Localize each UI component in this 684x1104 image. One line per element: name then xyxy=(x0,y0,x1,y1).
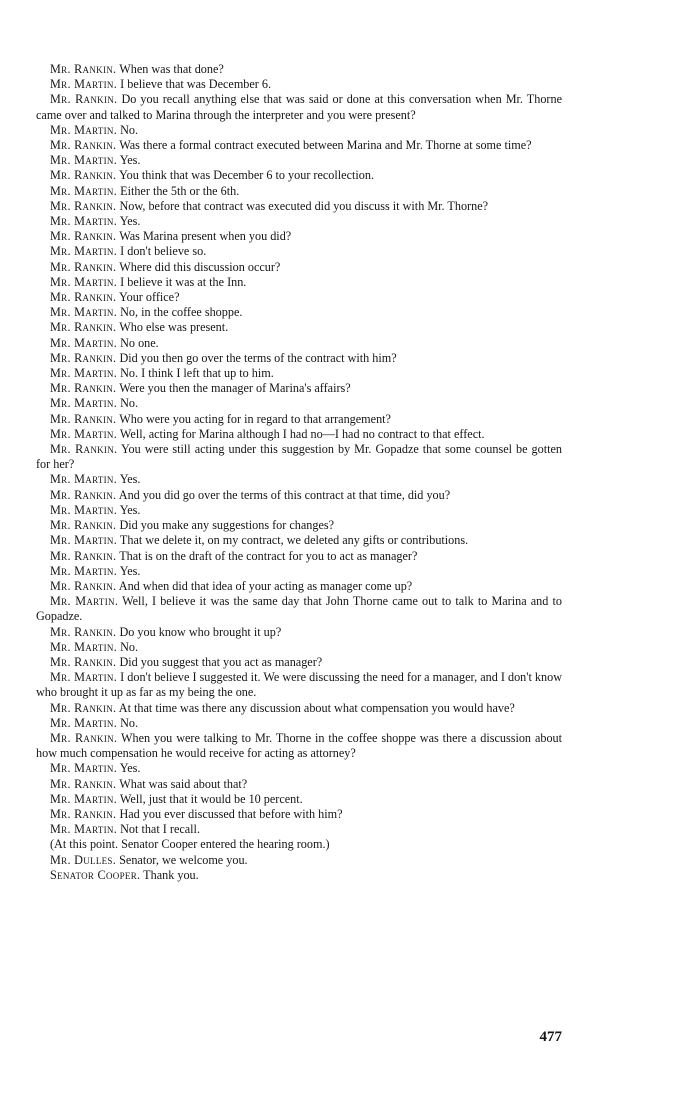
transcript-paragraph xyxy=(36,625,562,640)
utterance-text: I believe that was December 6. xyxy=(120,77,272,92)
transcript-paragraph xyxy=(36,701,562,716)
utterance-text: Yes. xyxy=(119,761,141,776)
transcript-paragraph xyxy=(36,336,562,351)
utterance-text: Where did this discussion occur? xyxy=(119,259,281,274)
transcript-paragraph xyxy=(36,244,562,259)
speaker-name: Mr. Martin. xyxy=(50,502,118,517)
utterance-text: And when did that idea of your acting as manager come up? xyxy=(118,578,413,593)
speaker-name: Mr. Martin. xyxy=(50,761,118,776)
utterance-text: When was that done? xyxy=(119,62,224,76)
speaker-name: Mr. Martin. xyxy=(50,214,118,229)
speaker-name: Mr. Martin. xyxy=(50,639,118,654)
speaker-name: Mr. Martin. xyxy=(50,822,118,837)
utterance-text: Do you know who brought it up? xyxy=(119,624,282,639)
transcript-paragraph xyxy=(36,153,562,168)
speaker-name: Mr. Martin. xyxy=(50,122,118,137)
transcript-paragraph xyxy=(36,320,562,335)
speaker-name: Mr. Martin. xyxy=(50,594,119,609)
speaker-name: Mr. Martin. xyxy=(50,670,118,685)
utterance-text: You were still acting under this suggestion by Mr. Gopadze that some counsel be gotten for her? xyxy=(36,442,562,472)
utterance-text: No one. xyxy=(120,335,159,350)
speaker-name: Mr. Martin. xyxy=(50,335,118,350)
speaker-name: Mr. Martin. xyxy=(50,791,118,806)
transcript-paragraph xyxy=(36,579,562,594)
transcript-paragraph xyxy=(36,442,562,472)
utterance-text: Was there a formal contract executed between Marina and Mr. Thorne at some time? xyxy=(119,138,532,153)
utterance-text: Who were you acting for in regard to that arrangement? xyxy=(119,411,391,426)
speaker-name: Mr. Rankin. xyxy=(50,259,117,274)
speaker-name: Mr. Rankin. xyxy=(50,578,117,593)
utterance-text: That we delete it, on my contract, we deleted any gifts or contributions. xyxy=(119,533,469,548)
transcript-paragraph xyxy=(36,731,562,761)
transcript-paragraph xyxy=(36,229,562,244)
utterance-text: No. xyxy=(120,396,139,411)
speaker-name: Mr. Martin. xyxy=(50,472,118,487)
speaker-name: Mr. Rankin. xyxy=(50,806,117,821)
utterance-text: Well, just that it would be 10 percent. xyxy=(119,791,303,806)
transcript-paragraph xyxy=(36,655,562,670)
transcript-paragraph xyxy=(36,62,562,77)
speaker-name: Mr. Dulles. xyxy=(50,852,117,867)
transcript-paragraph xyxy=(36,366,562,381)
utterance-text: Yes. xyxy=(119,153,141,168)
utterance-text: Yes. xyxy=(119,214,141,229)
transcript-paragraph xyxy=(36,305,562,320)
transcript-paragraph xyxy=(36,564,562,579)
transcript-paragraph xyxy=(36,837,562,852)
utterance-text: No. xyxy=(120,715,139,730)
speaker-name: Mr. Rankin. xyxy=(50,487,117,502)
utterance-text: When you were talking to Mr. Thorne in the coffee shoppe was there a discussion about how much compensation he would receive for acting as attorney? xyxy=(36,730,563,761)
transcript-paragraph xyxy=(36,275,562,290)
transcript-paragraph xyxy=(36,260,562,275)
utterance-text: You think that was December 6 to your recollection. xyxy=(119,168,374,183)
transcript-paragraph xyxy=(36,777,562,792)
utterance-text: Your office? xyxy=(119,290,180,305)
utterance-text: Yes. xyxy=(119,502,141,517)
speaker-name: Mr. Martin. xyxy=(50,396,118,411)
speaker-name: Mr. Rankin. xyxy=(50,442,118,457)
utterance-text: What was said about that? xyxy=(119,776,248,791)
utterance-text: And you did go over the terms of this contract at that time, did you? xyxy=(118,487,451,502)
utterance-text: Thank you. xyxy=(143,867,199,882)
speaker-name: Mr. Martin. xyxy=(50,244,118,259)
transcript-paragraph xyxy=(36,138,562,153)
speaker-name: Mr. Rankin. xyxy=(50,411,117,426)
speaker-name: Mr. Martin. xyxy=(50,426,118,441)
transcript-paragraph xyxy=(36,168,562,183)
speaker-name: Mr. Rankin. xyxy=(50,290,117,305)
transcript-paragraph xyxy=(36,427,562,442)
transcript-paragraph xyxy=(36,503,562,518)
speaker-name: Mr. Rankin. xyxy=(50,198,117,213)
utterance-text: Yes. xyxy=(119,563,141,578)
speaker-name: Mr. Rankin. xyxy=(50,730,118,745)
speaker-name: Mr. Rankin. xyxy=(50,62,117,76)
transcript-paragraph xyxy=(36,184,562,199)
speaker-name: Mr. Martin. xyxy=(50,274,118,289)
speaker-name: Mr. Rankin. xyxy=(50,381,117,396)
speaker-name: Mr. Martin. xyxy=(50,563,118,578)
transcript-paragraph xyxy=(36,290,562,305)
transcript-paragraph xyxy=(36,853,562,868)
utterance-text: Did you then go over the terms of the contract with him? xyxy=(119,350,397,365)
utterance-text: I believe it was at the Inn. xyxy=(120,274,247,289)
speaker-name: Mr. Martin. xyxy=(50,183,118,198)
transcript-paragraph xyxy=(36,214,562,229)
utterance-text: (At this point. Senator Cooper entered the hearing room.) xyxy=(50,837,330,852)
utterance-text: Well, I believe it was the same day that John Thorne came out to talk to Marina and to Gopadze. xyxy=(36,594,562,624)
utterance-text: Not that I recall. xyxy=(120,822,200,837)
transcript-paragraph xyxy=(36,488,562,503)
utterance-text: Did you suggest that you act as manager? xyxy=(119,654,323,669)
speaker-name: Mr. Martin. xyxy=(50,715,118,730)
transcript-paragraph xyxy=(36,533,562,548)
utterance-text: I don't believe so. xyxy=(120,244,207,259)
speaker-name: Mr. Rankin. xyxy=(50,92,118,107)
speaker-name: Mr. Rankin. xyxy=(50,624,117,639)
transcript-paragraph xyxy=(36,123,562,138)
transcript-paragraph xyxy=(36,670,562,700)
transcript-paragraph xyxy=(36,716,562,731)
speaker-name: Mr. Martin. xyxy=(50,153,118,168)
utterance-text: That is on the draft of the contract for you to act as manager? xyxy=(119,548,418,563)
utterance-text: Yes. xyxy=(119,472,141,487)
speaker-name: Mr. Rankin. xyxy=(50,654,117,669)
speaker-name: Mr. Rankin. xyxy=(50,776,117,791)
utterance-text: Do you recall anything else that was said or done at this conversation when Mr. Thorne came over and talked to Marina through the interpreter and you were present? xyxy=(36,92,562,122)
speaker-name: Mr. Rankin. xyxy=(50,138,117,153)
transcript-paragraph xyxy=(36,77,562,92)
transcript-paragraph xyxy=(36,594,562,624)
utterance-text: Well, acting for Marina although I had no—I had no contract to that effect. xyxy=(119,426,485,441)
transcript-paragraph xyxy=(36,761,562,776)
page-number: 477 xyxy=(539,1029,562,1045)
utterance-text: Either the 5th or the 6th. xyxy=(120,183,240,198)
utterance-text: No, in the coffee shoppe. xyxy=(120,305,243,320)
transcript-paragraph xyxy=(36,472,562,487)
speaker-name: Mr. Rankin. xyxy=(50,168,117,183)
utterance-text: I don't believe I suggested it. We were discussing the need for a manager, and I don't know who brought it up as far as my being the one. xyxy=(36,670,562,700)
utterance-text: Did you make any suggestions for changes? xyxy=(119,518,335,533)
speaker-name: Mr. Rankin. xyxy=(50,320,117,335)
speaker-name: Mr. Martin. xyxy=(50,533,118,548)
transcript-paragraph xyxy=(36,807,562,822)
utterance-text: Was Marina present when you did? xyxy=(119,229,292,244)
transcript-paragraph xyxy=(36,868,562,883)
transcript-paragraph xyxy=(36,518,562,533)
transcript-paragraph xyxy=(36,822,562,837)
utterance-text: No. xyxy=(120,639,139,654)
speaker-name: Mr. Rankin. xyxy=(50,518,117,533)
speaker-name: Mr. Martin. xyxy=(50,77,118,92)
speaker-name: Mr. Martin. xyxy=(50,305,118,320)
transcript-paragraph xyxy=(36,792,562,807)
speaker-name: Mr. Rankin. xyxy=(50,700,117,715)
speaker-name: Mr. Martin. xyxy=(50,366,118,381)
utterance-text: Had you ever discussed that before with him? xyxy=(119,806,343,821)
utterance-text: Were you then the manager of Marina's affairs? xyxy=(119,381,351,396)
transcript-paragraph xyxy=(36,549,562,564)
testimony-transcript xyxy=(36,62,562,883)
speaker-name: Mr. Rankin. xyxy=(50,548,117,563)
utterance-text: Senator, we welcome you. xyxy=(119,852,248,867)
speaker-name: Senator Cooper. xyxy=(50,867,141,882)
utterance-text: Now, before that contract was executed did you discuss it with Mr. Thorne? xyxy=(119,198,489,213)
transcript-paragraph xyxy=(36,92,562,122)
utterance-text: No. I think I left that up to him. xyxy=(120,366,274,381)
transcript-paragraph xyxy=(36,396,562,411)
utterance-text: At that time was there any discussion about what compensation you would have? xyxy=(118,700,515,715)
utterance-text: Who else was present. xyxy=(119,320,229,335)
transcript-paragraph xyxy=(36,351,562,366)
transcript-paragraph xyxy=(36,412,562,427)
speaker-name: Mr. Rankin. xyxy=(50,229,117,244)
transcript-paragraph xyxy=(36,381,562,396)
transcript-paragraph xyxy=(36,640,562,655)
utterance-text: No. xyxy=(120,122,139,137)
transcript-paragraph xyxy=(36,199,562,214)
speaker-name: Mr. Rankin. xyxy=(50,350,117,365)
